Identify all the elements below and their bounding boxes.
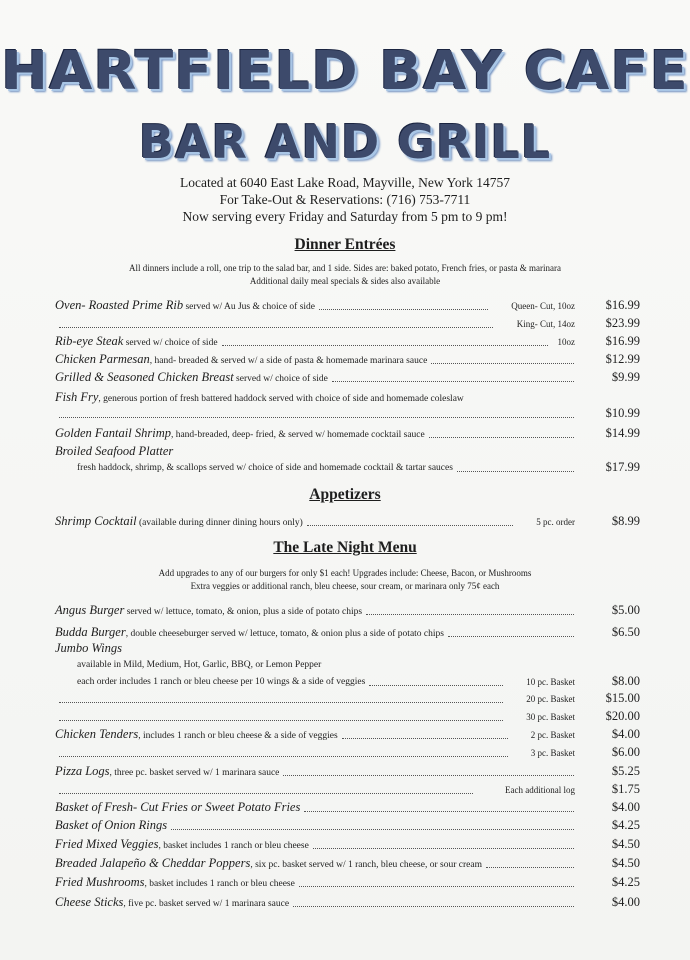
menu-item-price: $20.00 [605, 709, 640, 723]
menu-item-price: $4.25 [611, 875, 640, 889]
menu-item-text [55, 897, 289, 909]
menu-item-price: $4.00 [611, 895, 640, 909]
menu-item-price: $8.99 [611, 514, 640, 528]
menu-item-price: $6.50 [611, 625, 640, 639]
menu-item-description: , double cheeseburger served w/ lettuce, tomato, & onion plus a side of potato chips [125, 629, 444, 639]
dot-leader [486, 867, 574, 868]
menu-item-name: Angus Burger [55, 603, 125, 617]
menu-item-portion: 3 pc. Basket [530, 748, 575, 758]
menu-item-row [55, 624, 640, 640]
dot-leader [366, 614, 574, 615]
menu-item-row [55, 351, 640, 367]
dinner-section-title: Dinner Entrées [294, 236, 396, 253]
menu-item-text [55, 839, 309, 851]
menu-item-portion: Queen- Cut, 10oz [511, 301, 575, 311]
menu-item-row [55, 799, 640, 815]
menu-item-name: Jumbo Wings [55, 641, 123, 655]
menu-item-description: , basket includes 1 ranch or bleu cheese [144, 879, 295, 889]
dot-leader [319, 309, 488, 310]
menu-item-price: $8.00 [611, 674, 640, 688]
menu-item-price: $4.25 [611, 818, 640, 832]
late-night-section-title: The Late Night Menu [273, 539, 417, 556]
hours: Now serving every Friday and Saturday from 5 pm to 9 pm! [182, 209, 508, 224]
dot-leader [283, 775, 574, 776]
menu-item-price: $6.00 [611, 745, 640, 759]
menu-item-description: (available during dinner dining hours only) [136, 518, 303, 528]
menu-item-text [55, 858, 482, 870]
restaurant-subtitle: BAR AND GRILL [138, 115, 552, 169]
menu-item-description: , hand-breaded, deep- fried, & served w/ homemade cocktail sauce [170, 430, 425, 440]
menu-item-name: Breaded Jalapeño & Cheddar Poppers [55, 856, 251, 870]
menu-item-price: $5.25 [611, 764, 640, 778]
menu-item-portion: 10oz [557, 337, 575, 347]
menu-item-text [55, 461, 453, 473]
menu-item-name: Basket of Fresh- Cut Fries or Sweet Potato Fries [55, 800, 301, 814]
menu-item-description: , three pc. basket served w/ 1 marinara sauce [109, 768, 280, 778]
menu-item-description: available in Mild, Medium, Hot, Garlic, BBQ, or Lemon Pepper [77, 660, 322, 670]
menu-item-price: $9.99 [611, 370, 640, 384]
late-night-note-1: Add upgrades to any of our burgers for only $1 each! Upgrades include: Cheese, Bacon, or Mushrooms [158, 568, 532, 578]
menu-item-price: $4.50 [611, 837, 640, 851]
menu-item-description: , basket includes 1 ranch or bleu cheese [158, 841, 309, 851]
menu-item-row [55, 513, 640, 529]
menu-item-price: $15.00 [605, 691, 640, 705]
dot-leader [59, 720, 503, 721]
menu-item-name: Budda Burger [55, 625, 126, 639]
dot-leader [431, 363, 574, 364]
menu-item-name: Fish Fry [55, 390, 99, 404]
menu-item-name: Fried Mixed Veggies [55, 837, 159, 851]
menu-item-price: $1.75 [611, 782, 640, 796]
dot-leader [299, 886, 574, 887]
dot-leader [171, 829, 574, 830]
menu-item-row [55, 602, 640, 618]
dot-leader [304, 811, 574, 812]
dot-leader [222, 345, 548, 346]
address: Located at 6040 East Lake Road, Mayville, New York 14757 [180, 175, 510, 190]
appetizers-section-title: Appetizers [309, 486, 381, 503]
menu-item-row [55, 389, 640, 405]
menu-item-row [55, 690, 640, 706]
menu-item-text [55, 605, 362, 617]
menu-item-portion: Each additional log [505, 785, 575, 795]
menu-item-price: $14.99 [605, 426, 640, 440]
menu-item-price: $5.00 [611, 603, 640, 617]
menu-item-text [55, 729, 338, 741]
menu-item-row [55, 315, 640, 331]
late-night-note-2: Extra veggies or additional ranch, bleu cheese, sour cream, or marinara only 75¢ each [190, 581, 500, 591]
menu-item-name: Chicken Parmesan [55, 352, 150, 366]
menu-item-row [55, 855, 640, 871]
dot-leader [59, 756, 508, 757]
menu-item-row [55, 333, 640, 349]
dot-leader [369, 685, 503, 686]
menu-item-row [55, 656, 640, 672]
dot-leader [59, 417, 574, 418]
menu-item-description: , hand- breaded & served w/ a side of pasta & homemade marinara sauce [149, 356, 428, 366]
menu-item-row [55, 708, 640, 724]
dot-leader [293, 906, 574, 907]
menu-item-text [55, 372, 328, 384]
menu-item-text [55, 428, 425, 440]
menu-item-row [55, 297, 640, 313]
menu-item-portion: 10 pc. Basket [526, 677, 575, 687]
menu-item-portion: 30 pc. Basket [526, 712, 575, 722]
menu-item-text [55, 627, 444, 639]
menu-item-row [55, 459, 640, 475]
menu-item-row [55, 405, 640, 421]
dot-leader [59, 327, 493, 328]
menu-item-row [55, 443, 640, 459]
phone: For Take-Out & Reservations: (716) 753-7711 [219, 192, 471, 207]
menu-item-description: , generous portion of fresh battered haddock served with choice of side and homemade coleslaw [98, 394, 464, 404]
menu-item-price: $16.99 [605, 334, 640, 348]
menu-item-text [55, 766, 279, 778]
menu-item-name: Chicken Tenders [55, 727, 139, 741]
menu-item-text [55, 354, 427, 366]
dot-leader [429, 437, 574, 438]
menu-item-description: served w/ choice of side [233, 374, 328, 384]
dot-leader [59, 793, 473, 794]
menu-item-text [55, 658, 321, 670]
menu-item-row [55, 744, 640, 760]
menu-item-row [55, 369, 640, 385]
menu-item-description: served w/ Au Jus & choice of side [183, 302, 316, 312]
dot-leader [307, 525, 513, 526]
menu-item-text [55, 516, 303, 528]
menu-item-text [55, 820, 167, 832]
menu-item-row [55, 817, 640, 833]
menu-item-row [55, 425, 640, 441]
menu-item-row [55, 673, 640, 689]
menu-item-price: $4.00 [611, 800, 640, 814]
dot-leader [332, 381, 574, 382]
dot-leader [342, 738, 508, 739]
menu-item-text [55, 336, 218, 348]
menu-item-text [55, 643, 122, 655]
dot-leader [457, 471, 574, 472]
restaurant-name: HARTFIELD BAY CAFE [1, 40, 689, 103]
menu-item-row [55, 836, 640, 852]
menu-item-text [55, 392, 464, 404]
dot-leader [59, 702, 503, 703]
menu-item-portion: 20 pc. Basket [526, 694, 575, 704]
menu-item-name: Rib-eye Steak [55, 334, 124, 348]
menu-item-description: , five pc. basket served w/ 1 marinara sauce [123, 899, 290, 909]
menu-item-description: , six pc. basket served w/ 1 ranch, bleu cheese, or sour cream [250, 860, 482, 870]
dot-leader [448, 636, 574, 637]
menu-item-name: Fried Mushrooms [55, 875, 145, 889]
menu-item-description: fresh haddock, shrimp, & scallops served w/ choice of side and homemade cocktail & tartar sauces [77, 463, 453, 473]
menu-item-name: Grilled & Seasoned Chicken Breast [55, 370, 234, 384]
menu-item-name: Golden Fantail Shrimp [55, 426, 171, 440]
menu-item-name: Oven- Roasted Prime Rib [55, 298, 184, 312]
dot-leader [313, 848, 574, 849]
menu-item-text [55, 446, 173, 458]
menu-item-row [55, 781, 640, 797]
dinner-note-2: Additional daily meal specials & sides also available [249, 276, 441, 286]
menu-item-name: Shrimp Cocktail [55, 514, 137, 528]
menu-item-row [55, 640, 640, 656]
menu-item-price: $12.99 [605, 352, 640, 366]
menu-item-name: Basket of Onion Rings [55, 818, 168, 832]
dinner-note-1: All dinners include a roll, one trip to the salad bar, and 1 side. Sides are: baked potato, French fries, or pasta & marinara [128, 263, 561, 273]
menu-item-text [55, 877, 295, 889]
menu-item-price: $17.99 [605, 460, 640, 474]
menu-item-row [55, 763, 640, 779]
menu-item-description: served w/ choice of side [123, 338, 218, 348]
menu-item-description: served w/ lettuce, tomato, & onion, plus a side of potato chips [124, 607, 363, 617]
menu-item-row [55, 874, 640, 890]
menu-item-price: $16.99 [605, 298, 640, 312]
menu-item-name: Broiled Seafood Platter [55, 444, 174, 458]
menu-item-text [55, 300, 315, 312]
menu-item-portion: 5 pc. order [536, 517, 575, 527]
menu-item-description: , includes 1 ranch or bleu cheese & a side of veggies [138, 731, 338, 741]
menu-item-text [55, 675, 365, 687]
menu-item-description: each order includes 1 ranch or bleu cheese per 10 wings & a side of veggies [77, 677, 366, 687]
menu-item-price: $10.99 [605, 406, 640, 420]
menu-item-name: Pizza Logs [55, 764, 110, 778]
menu-item-price: $23.99 [605, 316, 640, 330]
menu-item-row [55, 726, 640, 742]
menu-item-portion: King- Cut, 14oz [516, 319, 575, 329]
menu-item-row [55, 894, 640, 910]
menu-item-name: Cheese Sticks [55, 895, 124, 909]
menu-item-text [55, 802, 300, 814]
menu-item-price: $4.00 [611, 727, 640, 741]
menu-item-price: $4.50 [611, 856, 640, 870]
menu-item-portion: 2 pc. Basket [530, 730, 575, 740]
